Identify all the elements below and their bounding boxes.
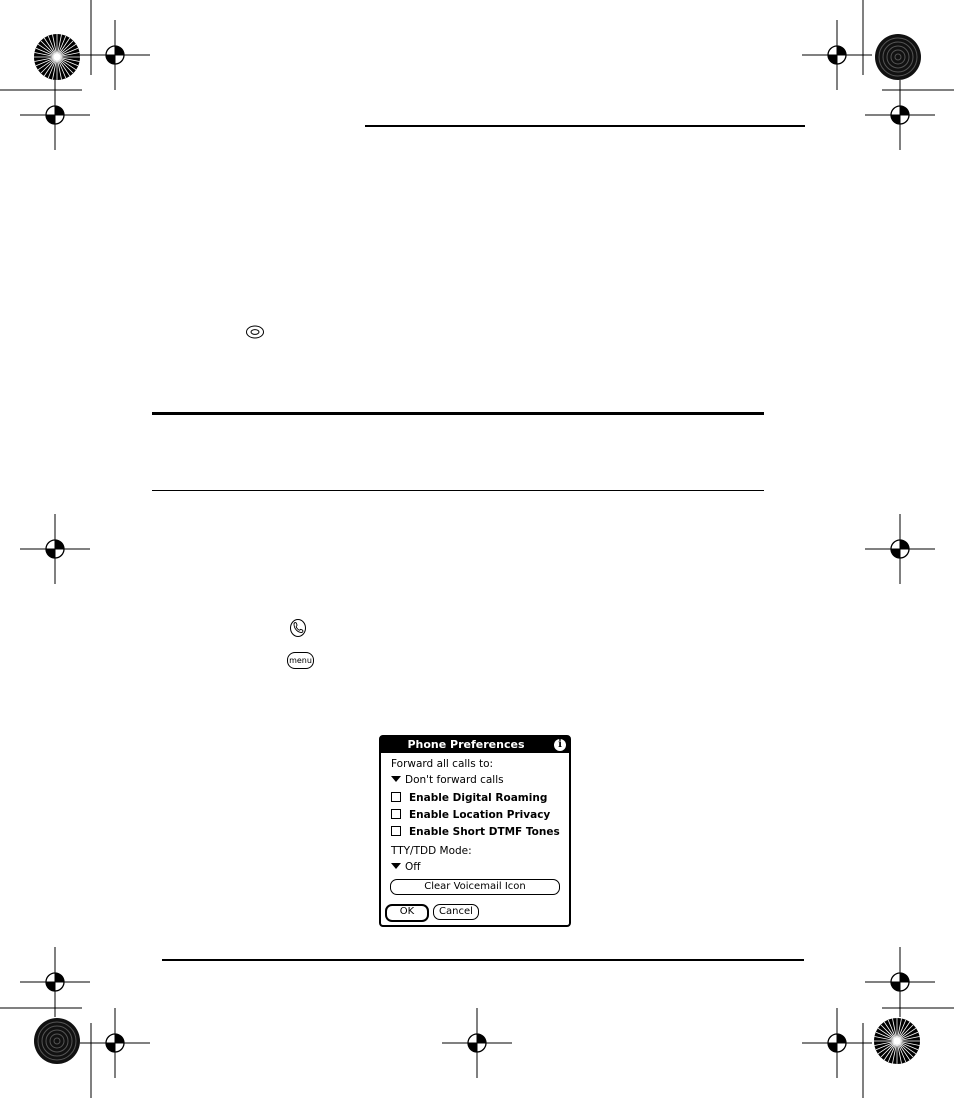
forward-label: Forward all calls to: xyxy=(391,758,494,770)
checkbox-label: Enable Location Privacy xyxy=(409,809,551,821)
checkbox-icon xyxy=(391,809,401,819)
checkbox-location-privacy[interactable] xyxy=(391,809,550,821)
phone-preferences-dialog xyxy=(379,735,571,927)
tty-picker-value: Off xyxy=(405,861,421,873)
checkbox-icon xyxy=(391,792,401,802)
dialog-title-bar xyxy=(381,737,569,753)
dropdown-triangle-icon xyxy=(391,776,401,782)
menu-key-label: menu xyxy=(289,656,312,665)
checkbox-icon xyxy=(391,826,401,836)
forward-picker[interactable] xyxy=(391,774,504,786)
cancel-button[interactable]: Cancel xyxy=(433,904,479,920)
header-rule xyxy=(365,125,805,127)
checkbox-label: Enable Short DTMF Tones xyxy=(409,826,560,838)
note-top-rule xyxy=(152,412,764,415)
clear-voicemail-icon-button[interactable]: Clear Voicemail Icon xyxy=(390,879,560,895)
dropdown-triangle-icon xyxy=(391,863,401,869)
tty-label: TTY/TDD Mode: xyxy=(391,845,472,857)
navigator-key-icon xyxy=(245,325,265,339)
info-icon[interactable]: i xyxy=(554,739,566,751)
dialog-title: Phone Preferences xyxy=(407,738,525,751)
checkbox-short-dtmf-tones[interactable] xyxy=(391,826,560,838)
forward-picker-value: Don't forward calls xyxy=(405,774,504,786)
checkbox-digital-roaming[interactable] xyxy=(391,792,547,804)
footer-rule xyxy=(162,959,804,961)
checkbox-label: Enable Digital Roaming xyxy=(409,792,548,804)
ok-button[interactable]: OK xyxy=(385,904,429,922)
note-bottom-rule xyxy=(152,490,764,491)
phone-key-icon xyxy=(289,618,307,638)
tty-picker[interactable] xyxy=(391,861,421,873)
menu-key-icon xyxy=(287,652,314,669)
